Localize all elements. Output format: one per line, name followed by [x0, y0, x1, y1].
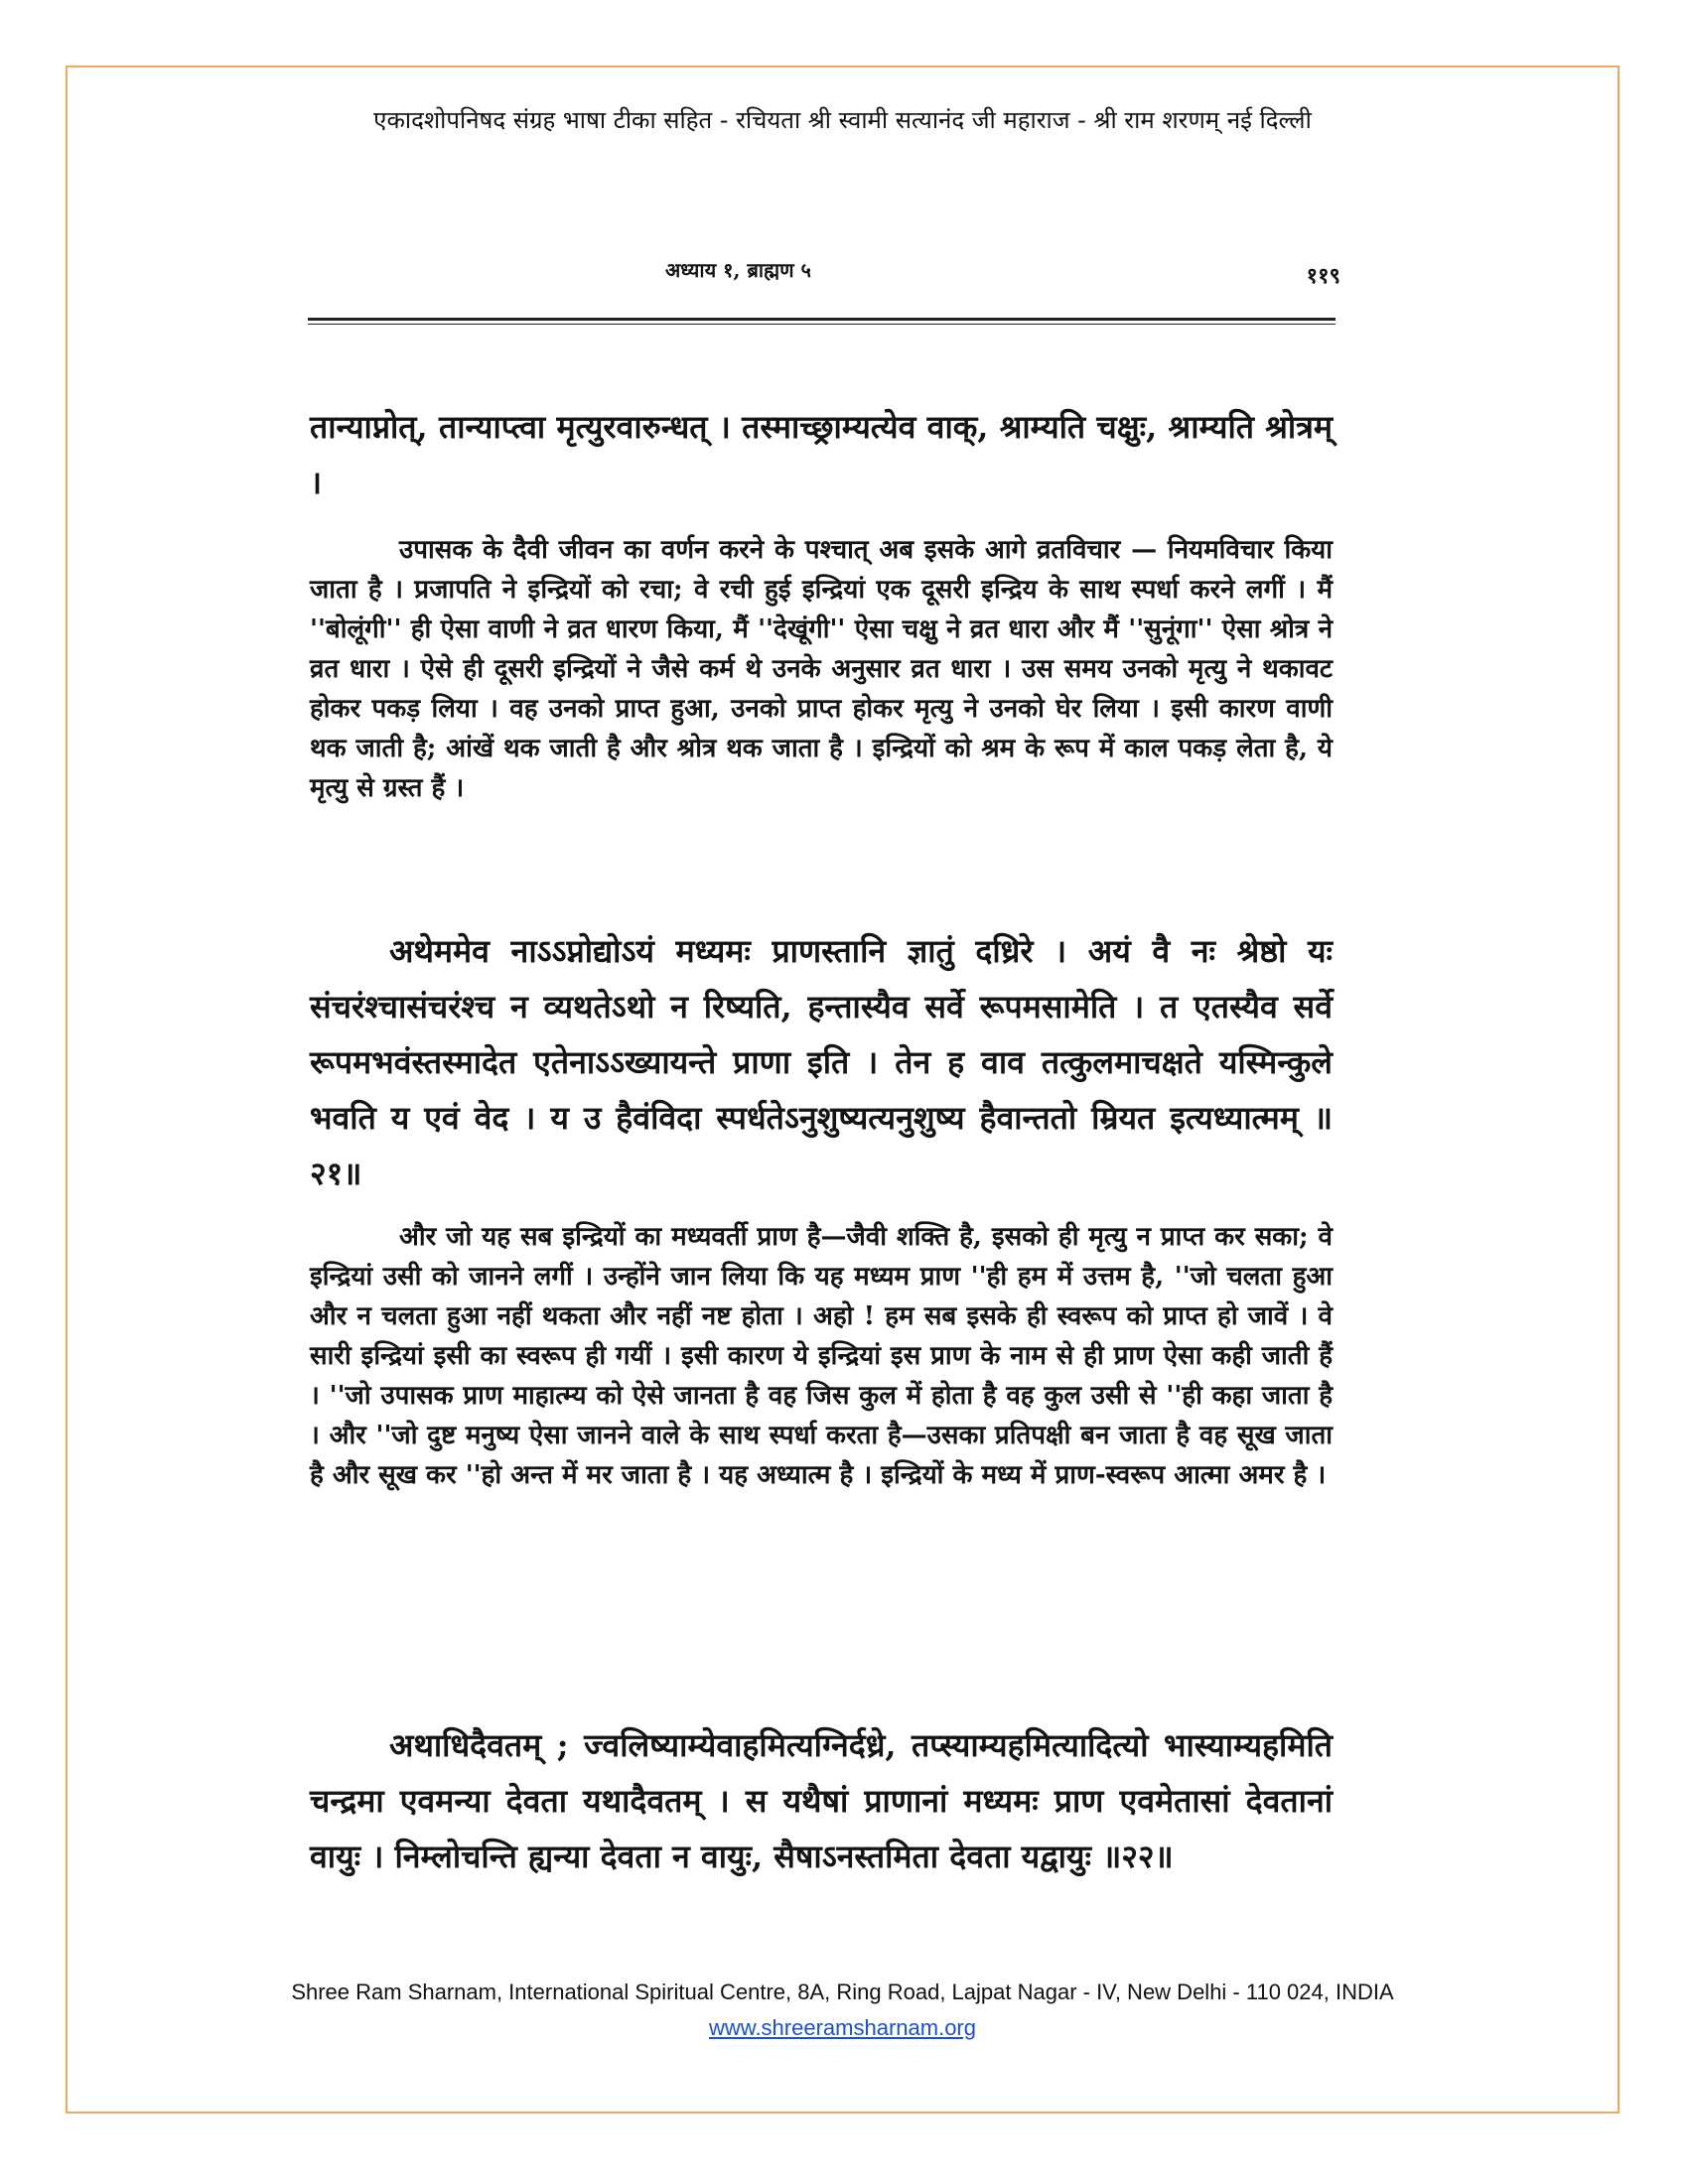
sanskrit-verse: अथाधिदैवतम् ; ज्वलिष्याम्येवाहमित्यग्निर्दध्रे, तप्स्याम्यहमित्यादित्यो भास्याम्यहमिति चन्द्रमा एवमन्या देवता यथादैवतम् । स यथैषां प्राणानां मध्यमः प्राण एवमेतासां देवतानां वायुः । निम्लोचन्ति ह्यन्या देवता न वायुः, सैषाऽनस्तमिता देवता यद्वायुः ॥२२॥ [310, 1726, 1333, 1875]
hindi-commentary: और जो यह सब इन्द्रियों का मध्यवर्ती प्राण है—जैवी शक्ति है, इसको ही मृत्यु न प्राप्त कर सका; वे इन्द्रियां उसी को जानने लगीं । उन्होंने जान लिया कि यह मध्यम प्राण ''ही हम में उत्तम है, ''जो चलता हुआ और न चलता हुआ नहीं थकता और नहीं नष्ट होता । अहो ! हम सब इसके ही स्वरूप को प्राप्त हो जावें । वे सारी इन्द्रियां इसी का स्वरूप ही गयीं । इसी कारण ये इन्द्रियां इस प्राण के नाम से ही प्राण ऐसा कही जाती हैं । ''जो उपासक प्राण माहात्म्य को ऐसे जानता है वह जिस कुल में होता है वह कुल उसी से ''ही कहा जाता है । और ''जो दुष्ट मनुष्य ऐसा जानने वाले के साथ स्पर्धा करता है—उसका प्रतिपक्षी बन जाता है वह सूख जाता है और सूख कर ''हो अन्त में मर जाता है । यह अध्यात्म है । इन्द्रियों के मध्य में प्राण-स्वरूप आत्मा अमर है । [310, 1222, 1333, 1490]
footer-website [66, 2015, 1619, 2041]
page-number: ११९ [1306, 263, 1340, 289]
website-link[interactable]: www.shreeramsharnam.org [709, 2015, 976, 2040]
running-head [298, 238, 1380, 289]
document-header: एकादशोपनिषद संग्रह भाषा टीका सहित - रचियता श्री स्वामी सत्यानंद जी महाराज - श्री राम शरणम् नई दिल्ली [373, 106, 1312, 134]
sanskrit-verse: तान्याप्नोत्, तान्याप्त्वा मृत्युरवारुन्धत् । तस्माच्छ्राम्यत्येव वाक्, श्राम्यति चक्षुः, श्राम्यति श्रोत्रम् । [310, 408, 1333, 501]
header-rule-thin [308, 324, 1336, 325]
sanskrit-verse: अथेममेव नाऽऽप्नोद्योऽयं मध्यमः प्राणस्तानि ज्ञातुं दध्रिरे । अयं वै नः श्रेष्ठो यः संचरंश्चासंचरंश्च न व्यथतेऽथो न रिष्यति, हन्तास्यैव सर्वे रूपमसामेति । त एतस्यैव सर्वे रूपमभवंस्तस्मादेत एतेनाऽऽख्यायन्ते प्राणा इति । तेन ह वाव तत्कुलमाचक्षते यस्मिन्कुले भवति य एवं वेद । य उ हैवंविदा स्पर्धतेऽनुशुष्यत्यनुशुष्य हैवान्ततो म्रियत इत्यध्यात्मम् ॥२१॥ [310, 932, 1333, 1192]
header-rule [308, 318, 1336, 321]
footer-address: Shree Ram Sharnam, International Spiritual Centre, 8A, Ring Road, Lajpat Nagar - IV, New Delhi - 110 024, INDIA [291, 1979, 1394, 2004]
scanned-page [298, 238, 1380, 1936]
chapter-heading: अध्याय १, ब्राह्मण ५ [665, 258, 811, 282]
hindi-commentary: उपासक के दैवी जीवन का वर्णन करने के पश्चात् अब इसके आगे व्रतविचार — नियमविचार किया जाता है । प्रजापति ने इन्द्रियों को रचा; वे रची हुई इन्द्रियां एक दूसरी इन्द्रिय के साथ स्पर्धा करने लगीं । मैं ''बोलूंगी'' ही ऐसा वाणी ने व्रत धारण किया, मैं ''देखूंगी'' ऐसा चक्षु ने व्रत धारा और मैं ''सुनूंगा'' ऐसा श्रोत्र ने व्रत धारा । ऐसे ही दूसरी इन्द्रियों ने जैसे कर्म थे उनके अनुसार व्रत धारा । उस समय उनको मृत्यु ने थकावट होकर पकड़ लिया । वह उनको प्राप्त हुआ, उनको प्राप्त होकर मृत्यु ने उनको घेर लिया । इसी कारण वाणी थक जाती है; आंखें थक जाती है और श्रोत्र थक जाता है । इन्द्रियों को श्रम के रूप में काल पकड़ लेता है, ये मृत्यु से ग्रस्त हैं । [310, 535, 1333, 803]
